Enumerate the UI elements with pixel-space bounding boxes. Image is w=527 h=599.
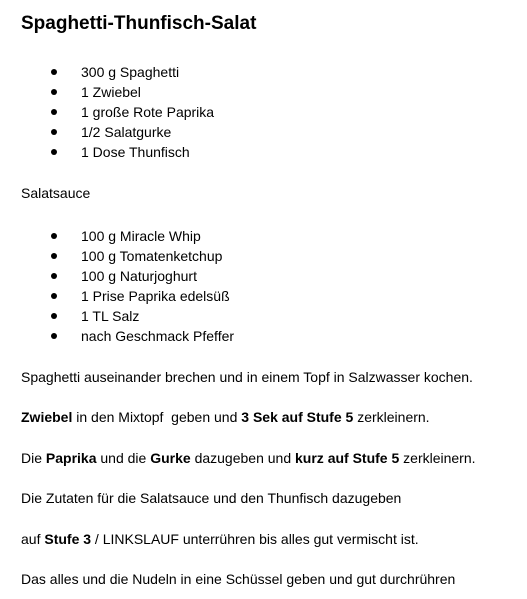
step-text: auf xyxy=(21,531,45,547)
bullet-icon xyxy=(51,149,57,155)
ingredient-text: 1/2 Salatgurke xyxy=(81,124,172,140)
bullet-icon xyxy=(51,109,57,115)
ingredient-text: 100 g Miracle Whip xyxy=(81,228,201,244)
bullet-icon xyxy=(51,293,57,299)
step-6 xyxy=(21,569,455,589)
ingredient-text: nach Geschmack Pfeffer xyxy=(81,328,235,344)
step-text: und die xyxy=(96,450,151,466)
bullet-icon xyxy=(51,69,57,75)
step-3 xyxy=(21,448,476,468)
step-5 xyxy=(21,529,419,549)
step-1 xyxy=(21,367,473,387)
step-emphasis: kurz auf Stufe 5 xyxy=(295,450,400,466)
step-emphasis: Gurke xyxy=(150,450,191,466)
step-text: dazugeben und xyxy=(190,450,296,466)
ingredient-text: 1 große Rote Paprika xyxy=(81,104,215,120)
step-text: Das alles und die Nudeln in eine Schüssel geben und gut durchrühren xyxy=(21,571,456,587)
ingredient-text: 300 g Spaghetti xyxy=(81,64,180,80)
step-text: Die xyxy=(21,450,46,466)
step-text: in den Mixtopf geben und xyxy=(72,409,242,425)
step-text: Die Zutaten für die Salatsauce und den Thunfisch dazugeben xyxy=(21,490,402,506)
step-emphasis: Zwiebel xyxy=(21,409,73,425)
step-4 xyxy=(21,488,401,508)
sauce-heading: Salatsauce xyxy=(21,185,91,201)
ingredient-text: 1 Dose Thunfisch xyxy=(81,144,190,160)
ingredient-text: 1 Prise Paprika edelsüß xyxy=(81,288,230,304)
step-text: / LINKSLAUF unterrühren bis alles gut vermischt ist. xyxy=(91,531,419,547)
step-emphasis: 3 Sek auf Stufe 5 xyxy=(241,409,354,425)
ingredient-text: 1 Zwiebel xyxy=(81,84,141,100)
bullet-icon xyxy=(51,313,57,319)
ingredient-text: 100 g Naturjoghurt xyxy=(81,268,197,284)
step-2 xyxy=(21,407,430,427)
ingredient-text: 100 g Tomatenketchup xyxy=(81,248,223,264)
step-emphasis: Paprika xyxy=(45,450,97,466)
bullet-icon xyxy=(51,233,57,239)
bullet-icon xyxy=(51,273,57,279)
page-title: Spaghetti-Thunfisch-Salat xyxy=(21,13,257,34)
bullet-icon xyxy=(51,253,57,259)
bullet-icon xyxy=(51,129,57,135)
step-text: Spaghetti auseinander brechen und in einem Topf in Salzwasser kochen. xyxy=(21,369,473,385)
step-text: zerkleinern. xyxy=(399,450,476,466)
step-emphasis: Stufe 3 xyxy=(44,531,92,547)
bullet-icon xyxy=(51,89,57,95)
step-text: zerkleinern. xyxy=(353,409,430,425)
bullet-icon xyxy=(51,333,57,339)
ingredient-text: 1 TL Salz xyxy=(81,308,140,324)
